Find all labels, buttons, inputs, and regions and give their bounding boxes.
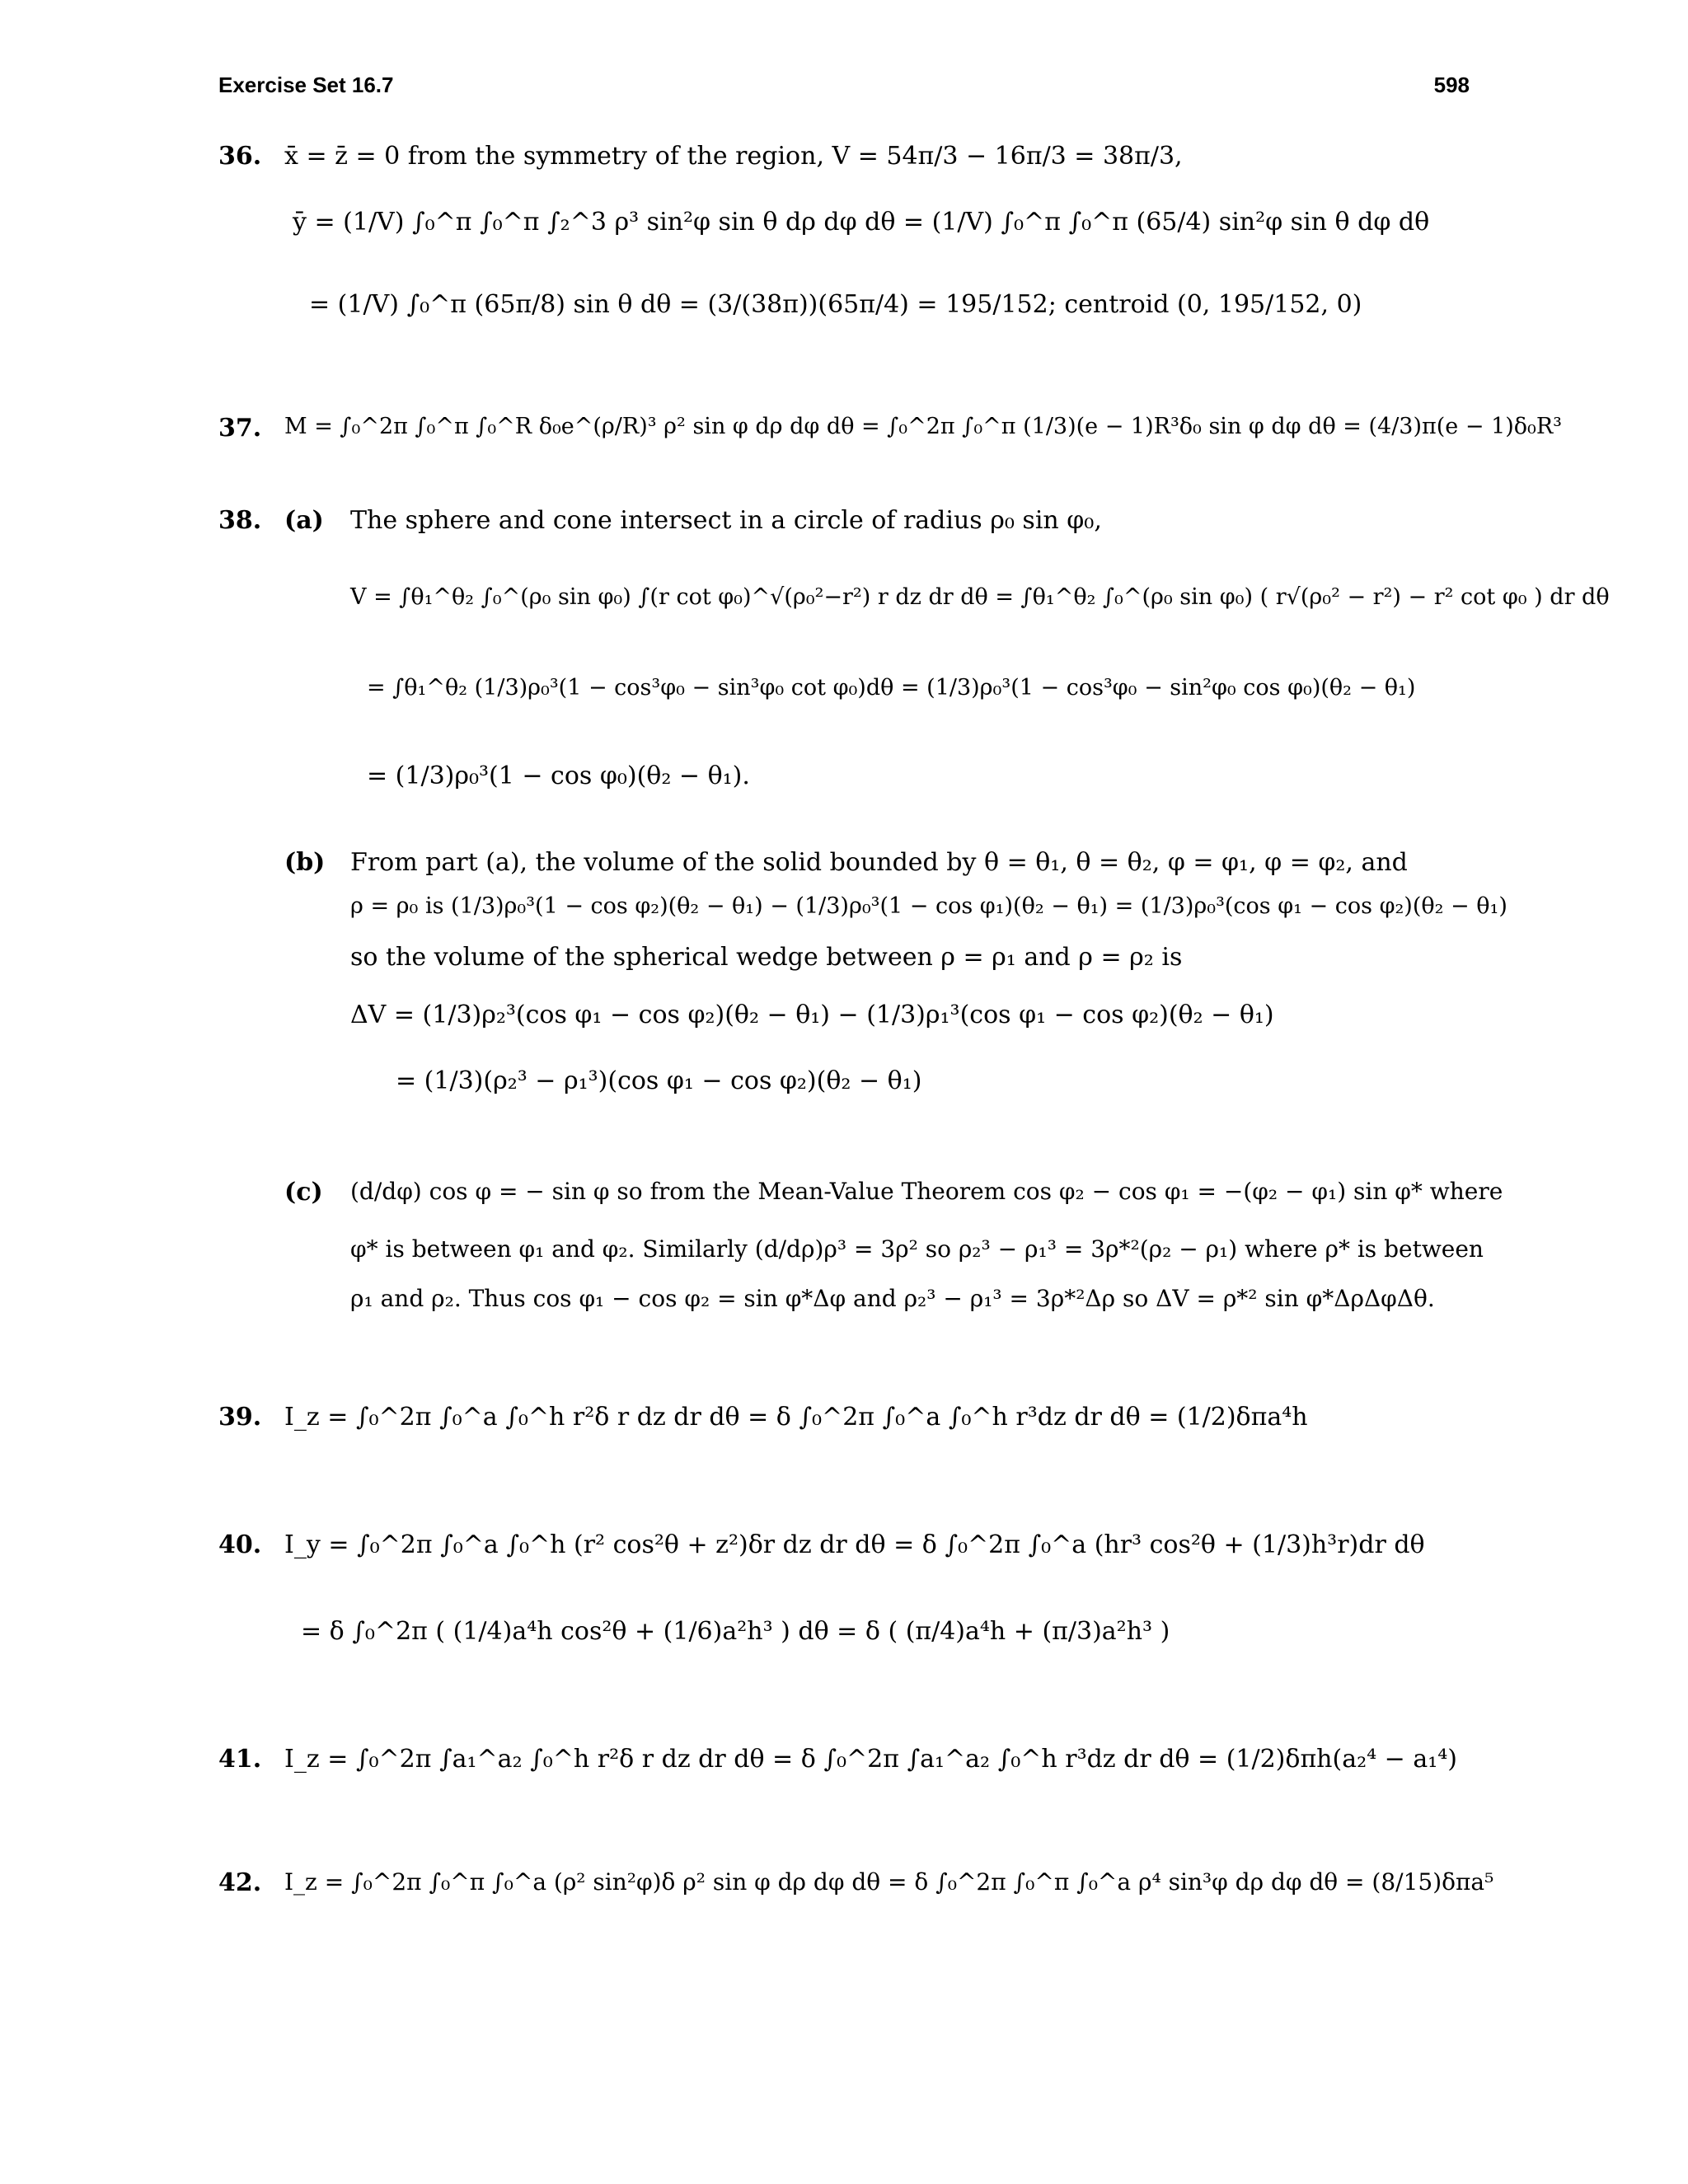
problem-number: 38. [218, 506, 262, 535]
text-line: From part (a), the volume of the solid bounded by θ = θ₁, θ = θ₂, φ = φ₁, φ = φ₂, and [350, 848, 1408, 877]
problem-38 [218, 504, 1610, 1345]
text-line: so the volume of the spherical wedge between ρ = ρ₁ and ρ = ρ₂ is [350, 943, 1183, 972]
equation-line: ΔV = (1/3)ρ₂³(cos φ₁ − cos φ₂)(θ₂ − θ₁) − (1/3)ρ₁³(cos φ₁ − cos φ₂)(θ₂ − θ₁) [350, 1001, 1274, 1029]
equation-line: = δ ∫₀^2π ( (1/4)a⁴h cos²θ + (1/6)a²h³ ) dθ = δ ( (π/4)a⁴h + (π/3)a²h³ ) [301, 1617, 1170, 1646]
equation-line: x̄ = z̄ = 0 from the symmetry of the region, V = 54π/3 − 16π/3 = 38π/3, [284, 142, 1183, 171]
page-header [218, 73, 1470, 105]
text-line: The sphere and cone intersect in a circle of radius ρ₀ sin φ₀, [350, 506, 1102, 535]
part-label-a: (a) [284, 506, 324, 535]
problem-number: 37. [218, 414, 262, 443]
text-line: ρ₁ and ρ₂. Thus cos φ₁ − cos φ₂ = sin φ*Δφ and ρ₂³ − ρ₁³ = 3ρ*²Δρ so ΔV = ρ*² sin φ*ΔρΔφΔθ. [350, 1285, 1435, 1312]
problem-number: 41. [218, 1745, 262, 1774]
equation-line: = (1/V) ∫₀^π (65π/8) sin θ dθ = (3/(38π))(65π/4) = 195/152; centroid (0, 195/152, 0) [309, 290, 1362, 319]
text-line: φ* is between φ₁ and φ₂. Similarly (d/dρ)ρ³ = 3ρ² so ρ₂³ − ρ₁³ = 3ρ*²(ρ₂ − ρ₁) where ρ* is between [350, 1235, 1484, 1263]
section-title: Exercise Set 16.7 [218, 73, 394, 97]
text-line: (d/dφ) cos φ = − sin φ so from the Mean-Value Theorem cos φ₂ − cos φ₁ = −(φ₂ − φ₁) sin φ* where [350, 1178, 1503, 1205]
equation-line: I_z = ∫₀^2π ∫₀^a ∫₀^h r²δ r dz dr dθ = δ ∫₀^2π ∫₀^a ∫₀^h r³dz dr dθ = (1/2)δπa⁴h [284, 1403, 1308, 1432]
page-number: 598 [1433, 73, 1470, 97]
equation-line: V = ∫θ₁^θ₂ ∫₀^(ρ₀ sin φ₀) ∫(r cot φ₀)^√(ρ₀²−r²) r dz dr dθ = ∫θ₁^θ₂ ∫₀^(ρ₀ sin φ₀) ( r√(ρ₀² − r²) − r² cot φ₀ ) dr dθ [350, 584, 1610, 610]
problem-number: 36. [218, 142, 262, 171]
equation-line: I_y = ∫₀^2π ∫₀^a ∫₀^h (r² cos²θ + z²)δr dz dr dθ = δ ∫₀^2π ∫₀^a (hr³ cos²θ + (1/3)h³r)dr dθ [284, 1530, 1425, 1559]
problem-number: 42. [218, 1868, 262, 1897]
problem-number: 39. [218, 1403, 262, 1432]
equation-line: = (1/3)(ρ₂³ − ρ₁³)(cos φ₁ − cos φ₂)(θ₂ − θ₁) [396, 1066, 922, 1095]
equation-line: ȳ = (1/V) ∫₀^π ∫₀^π ∫₂^3 ρ³ sin²φ sin θ dρ dφ dθ = (1/V) ∫₀^π ∫₀^π (65/4) sin²φ sin θ dφ dθ [293, 208, 1430, 237]
part-label-c: (c) [284, 1178, 323, 1207]
equation-line: = ∫θ₁^θ₂ (1/3)ρ₀³(1 − cos³φ₀ − sin³φ₀ cot φ₀)dθ = (1/3)ρ₀³(1 − cos³φ₀ − sin²φ₀ cos φ₀)(θ₂ − θ₁) [367, 675, 1416, 701]
equation-line: I_z = ∫₀^2π ∫₀^π ∫₀^a (ρ² sin²φ)δ ρ² sin φ dρ dφ dθ = δ ∫₀^2π ∫₀^π ∫₀^a ρ⁴ sin³φ dρ dφ dθ = (8/15)δπa⁵ [284, 1868, 1494, 1896]
equation-line: ρ = ρ₀ is (1/3)ρ₀³(1 − cos φ₂)(θ₂ − θ₁) − (1/3)ρ₀³(1 − cos φ₁)(θ₂ − θ₁) = (1/3)ρ₀³(cos φ₁ − cos φ₂)(θ₂ − θ₁) [350, 893, 1507, 919]
equation-line: M = ∫₀^2π ∫₀^π ∫₀^R δ₀e^(ρ/R)³ ρ² sin φ dρ dφ dθ = ∫₀^2π ∫₀^π (1/3)(e − 1)R³δ₀ sin φ dφ dθ = (4/3)π(e − 1)δ₀R³ [284, 414, 1563, 439]
part-label-b: (b) [284, 848, 326, 877]
equation-line: I_z = ∫₀^2π ∫a₁^a₂ ∫₀^h r²δ r dz dr dθ = δ ∫₀^2π ∫a₁^a₂ ∫₀^h r³dz dr dθ = (1/2)δπh(a₂⁴ − a₁⁴) [284, 1745, 1457, 1774]
problem-number: 40. [218, 1530, 262, 1559]
equation-line: = (1/3)ρ₀³(1 − cos φ₀)(θ₂ − θ₁). [367, 762, 750, 790]
